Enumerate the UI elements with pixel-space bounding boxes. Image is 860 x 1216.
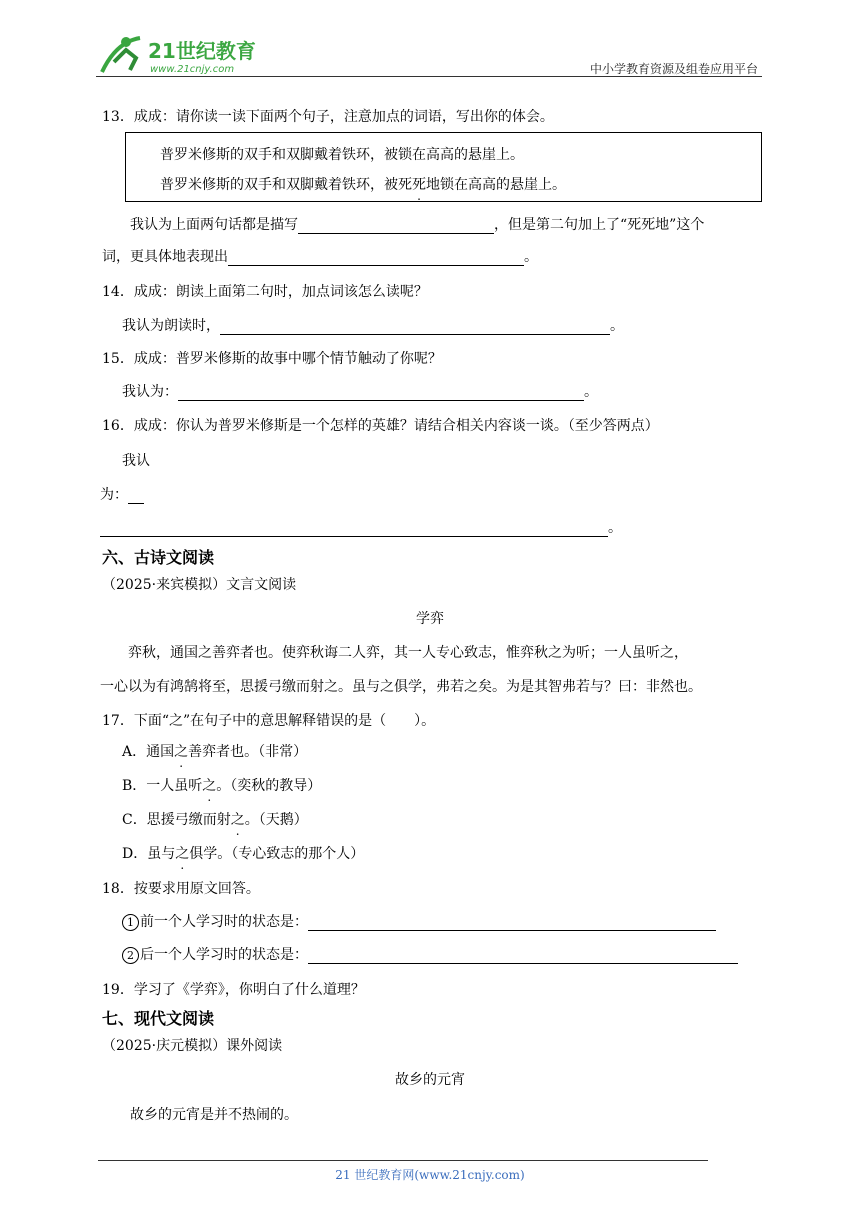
question-18-stem: 18．按要求用原文回答。 — [102, 881, 260, 897]
section-6-source: （2025·来宾模拟）文言文阅读 — [102, 577, 297, 593]
quote-sentence-2: 普罗米修斯的双手和双脚戴着铁环，被死死地锁在高高的悬崖上。 — [160, 177, 566, 193]
answer-blank-15[interactable] — [178, 384, 584, 401]
answer-blank-16b[interactable] — [100, 520, 608, 537]
answer-blank-18a[interactable] — [308, 914, 716, 931]
footer-divider — [98, 1160, 708, 1161]
question-19-stem: 19．学习了《学弈》，你明白了什么道理？ — [102, 982, 365, 998]
site-tagline: 中小学教育资源及组卷应用平台 — [589, 62, 758, 76]
question-17-stem: 17．下面“之”在句子中的意思解释错误的是（ ）。 — [102, 713, 436, 729]
question-14-answer: 我认为朗读时， 。 — [122, 318, 624, 334]
q17-option-a[interactable]: A．通国之善弈者也。（非常） — [122, 744, 308, 760]
q17-option-b[interactable]: B．一人虽听之。（奕秋的教导） — [122, 778, 322, 794]
answer-blank-14[interactable] — [220, 318, 610, 335]
logo-url: www.21cnjy.com — [150, 64, 235, 75]
circled-number-2: 2 — [122, 947, 139, 964]
question-18-item-1: 1 前一个人学习时的状态是： — [122, 911, 716, 931]
section-7-source: （2025·庆元模拟）课外阅读 — [102, 1038, 283, 1054]
section-6-passage-line-2: 一心以为有鸿鹄将至，思援弓缴而射之。虽与之俱学，弗若之矣。为是其智弗若与？曰：非然也。 — [100, 679, 702, 695]
question-15-stem: 15．成成：普罗米修斯的故事中哪个情节触动了你呢？ — [102, 351, 442, 367]
question-15-answer: 我认为： 。 — [122, 384, 598, 400]
answer-blank-13a[interactable] — [298, 217, 494, 234]
answer-blank-13b[interactable] — [228, 249, 524, 266]
answer-blank-16a[interactable] — [128, 487, 144, 504]
question-13-stem: 13．成成：请你读一读下面两个句子，注意加点的词语，写出你的体会。 — [102, 109, 554, 125]
q17-option-d[interactable]: D．虽与之俱学。（专心致志的那个人） — [122, 846, 365, 862]
question-16-line-2: 为： — [100, 484, 144, 504]
question-18-item-2: 2 后一个人学习时的状态是： — [122, 944, 738, 964]
question-16-line-3: 。 — [100, 517, 622, 537]
section-6-passage-title: 学弈 — [416, 611, 444, 627]
circled-number-1: 1 — [122, 914, 139, 931]
logo-text: 21世纪教育 — [148, 39, 256, 63]
footer-link[interactable]: 21 世纪教育网(www.21cnjy.com) — [335, 1168, 525, 1182]
question-14-stem: 14．成成：朗读上面第二句时，加点词该怎么读呢？ — [102, 284, 428, 300]
answer-blank-18b[interactable] — [308, 947, 738, 964]
section-6-title: 六、古诗文阅读 — [102, 548, 215, 567]
site-logo — [96, 32, 276, 76]
q17-option-c[interactable]: C．思援弓缴而射之。（天鹅） — [122, 812, 308, 828]
runner-logo-icon — [96, 32, 276, 76]
section-7-passage-line-1: 故乡的元宵是并不热闹的。 — [130, 1107, 298, 1123]
section-7-title: 七、现代文阅读 — [102, 1009, 215, 1028]
section-7-passage-title: 故乡的元宵 — [395, 1072, 465, 1088]
quote-sentence-1: 普罗米修斯的双手和双脚戴着铁环，被锁在高高的悬崖上。 — [160, 147, 524, 163]
section-6-passage-line-1: 弈秋，通国之善弈者也。使弈秋诲二人弈，其一人专心致志，惟弈秋之为听；一人虽听之， — [128, 645, 688, 661]
dotted-word: 死死地 — [398, 177, 440, 193]
header-divider — [96, 76, 762, 77]
question-13-answer-line-1: 我认为上面两句话都是描写 ，但是第二句加上了“死死地”这个 — [130, 217, 705, 233]
question-16-line-1: 我认 — [122, 453, 150, 469]
question-16-stem: 16．成成：你认为普罗米修斯是一个怎样的英雄？请结合相关内容谈一谈。（至少答两点） — [102, 418, 659, 434]
question-13-answer-line-2: 词，更具体地表现出 。 — [102, 249, 538, 265]
